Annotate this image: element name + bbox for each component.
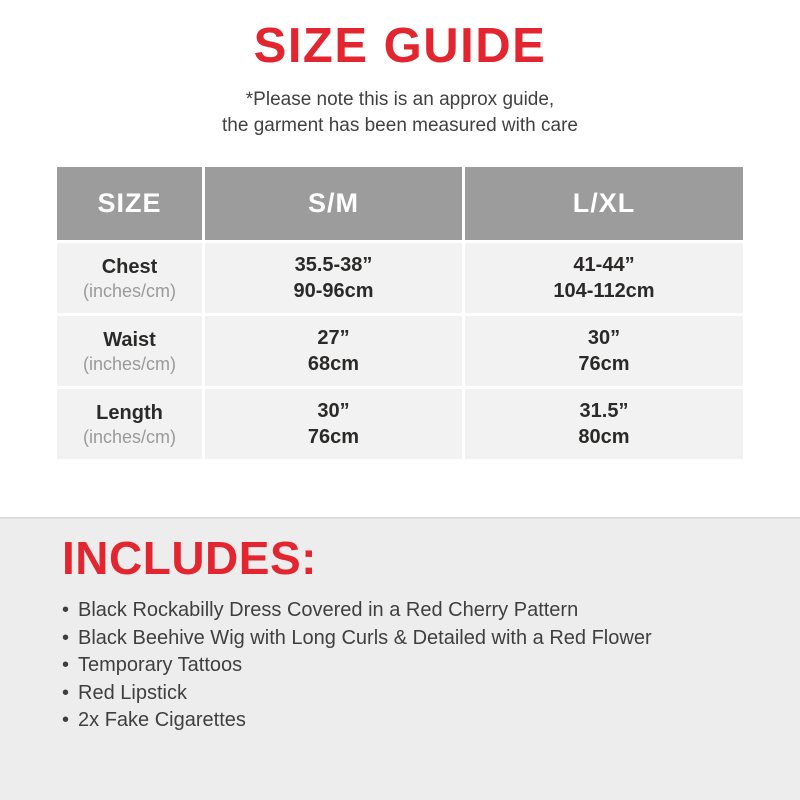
header-sm: S/M <box>205 167 462 240</box>
value-cm: 76cm <box>578 353 630 376</box>
table-row-chest <box>57 243 743 313</box>
bullet-icon: • <box>62 681 70 704</box>
list-item <box>62 707 760 735</box>
row-sublabel: (inches/cm) <box>82 426 176 447</box>
value-inches: 30” <box>587 327 621 350</box>
row-label: Length <box>96 401 163 424</box>
includes-section <box>0 517 800 800</box>
list-item <box>62 625 760 653</box>
value-inches: 27” <box>317 327 350 350</box>
table-row-waist <box>57 316 743 386</box>
bullet-icon: • <box>62 599 70 622</box>
includes-list <box>62 597 760 735</box>
length-lxl-cell <box>465 389 743 459</box>
list-item-text: Black Beehive Wig with Long Curls & Detailed with a Red Flower <box>78 626 652 649</box>
note-line-2: the garment has been measured with care <box>222 115 578 137</box>
waist-label-cell <box>57 316 202 386</box>
size-table <box>54 164 746 462</box>
waist-lxl-cell <box>465 316 743 386</box>
bullet-icon: • <box>62 654 70 677</box>
row-sublabel: (inches/cm) <box>82 280 176 301</box>
row-label: Chest <box>101 255 158 278</box>
bullet-icon: • <box>62 626 70 649</box>
page-title: SIZE GUIDE <box>253 19 547 73</box>
size-table-header-row <box>57 167 743 240</box>
value-inches: 41-44” <box>573 254 635 277</box>
header-size: SIZE <box>57 167 202 240</box>
list-item <box>62 680 760 708</box>
list-item-text: Red Lipstick <box>78 681 187 704</box>
value-cm: 104-112cm <box>553 280 655 303</box>
chest-lxl-cell <box>465 243 743 313</box>
list-item-text: Black Rockabilly Dress Covered in a Red Cherry Pattern <box>78 599 579 622</box>
length-sm-cell <box>205 389 462 459</box>
header-lxl: L/XL <box>465 167 743 240</box>
chest-sm-cell <box>205 243 462 313</box>
list-item-text: 2x Fake Cigarettes <box>78 709 246 732</box>
value-cm: 68cm <box>307 353 360 376</box>
value-inches: 35.5-38” <box>294 254 373 277</box>
approx-guide-note <box>0 87 800 139</box>
row-label: Waist <box>103 328 156 351</box>
length-label-cell <box>57 389 202 459</box>
list-item-text: Temporary Tattoos <box>78 654 243 677</box>
list-item <box>62 597 760 625</box>
chest-label-cell <box>57 243 202 313</box>
waist-sm-cell <box>205 316 462 386</box>
value-cm: 80cm <box>578 426 630 449</box>
value-inches: 31.5” <box>579 400 629 423</box>
includes-heading: INCLUDES: <box>62 532 317 584</box>
value-cm: 76cm <box>307 426 360 449</box>
list-item <box>62 652 760 680</box>
value-cm: 90-96cm <box>293 280 374 303</box>
row-sublabel: (inches/cm) <box>82 353 176 374</box>
note-line-1: *Please note this is an approx guide, <box>245 88 555 110</box>
value-inches: 30” <box>317 400 350 423</box>
bullet-icon: • <box>62 709 70 732</box>
table-row-length <box>57 389 743 459</box>
